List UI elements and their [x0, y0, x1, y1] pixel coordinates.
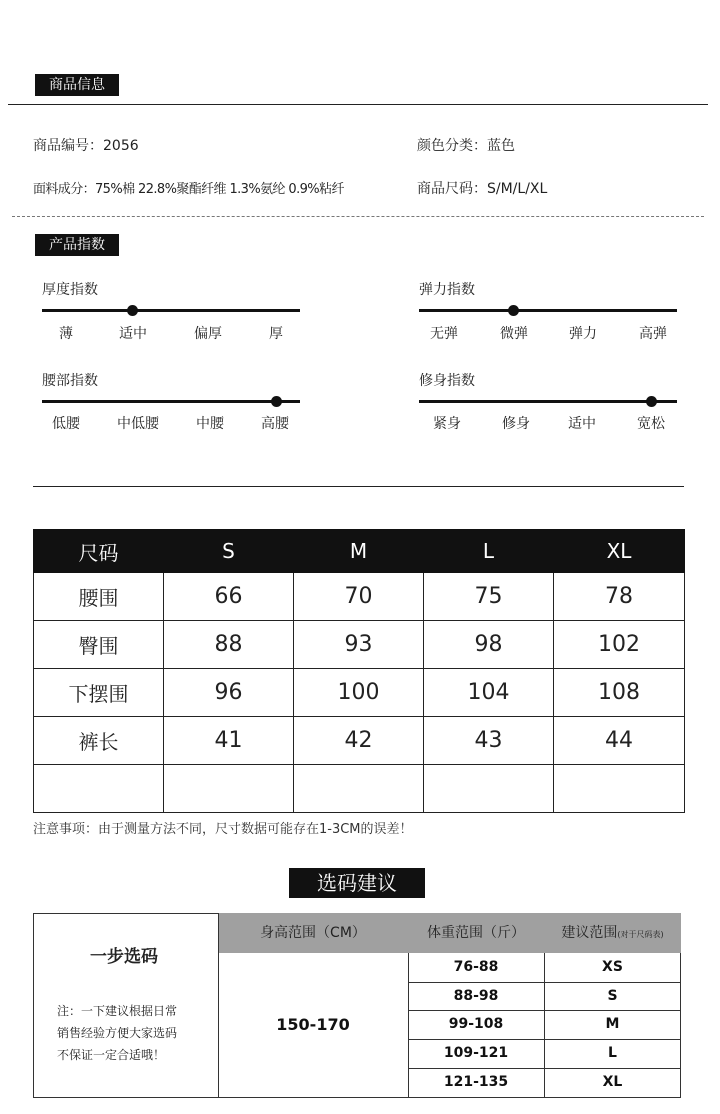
table-row — [34, 573, 685, 621]
table-cell — [164, 765, 294, 813]
scale-label: 高腰 — [261, 416, 289, 432]
table-row — [34, 717, 685, 765]
table-cell: 44 — [554, 717, 685, 765]
scale-label: 中低腰 — [117, 416, 159, 432]
table-cell — [294, 765, 424, 813]
one-step-title: 一步选码 — [90, 947, 158, 967]
suggested-size-cell: XS — [602, 959, 623, 975]
scale-label: 弹力 — [569, 326, 597, 342]
table-cell: 43 — [424, 717, 554, 765]
table-header-cell: XL — [554, 530, 685, 573]
scale-label: 微弹 — [500, 326, 528, 342]
table-header-cell: 尺码 — [34, 530, 164, 573]
scale-label: 中腰 — [196, 416, 224, 432]
grid-line — [218, 913, 219, 1098]
table-cell: 70 — [294, 573, 424, 621]
section-divider — [8, 104, 708, 105]
dashed-divider — [12, 216, 704, 217]
slim-index-title: 修身指数 — [419, 373, 475, 389]
thickness-scale-line — [42, 309, 300, 312]
table-cell: 104 — [424, 669, 554, 717]
table-cell: 96 — [164, 669, 294, 717]
suggested-size-cell: M — [605, 1016, 620, 1032]
table-row — [34, 621, 685, 669]
weight-range-cell: 76-88 — [453, 959, 499, 975]
product-code: 商品编号：2056 — [33, 138, 139, 154]
table-header-cell: M — [294, 530, 424, 573]
table-header-cell: L — [424, 530, 554, 573]
scale-label: 修身 — [502, 416, 530, 432]
table-cell: 42 — [294, 717, 424, 765]
grid-line — [408, 1039, 681, 1040]
table-cell: 41 — [164, 717, 294, 765]
table-cell: 102 — [554, 621, 685, 669]
table-row — [34, 669, 685, 717]
table-cell: 93 — [294, 621, 424, 669]
slim-scale-line — [419, 400, 677, 403]
suggest-range-header — [544, 913, 681, 953]
slim-scale-marker — [646, 396, 657, 407]
table-row-empty — [34, 765, 685, 813]
table-cell: 98 — [424, 621, 554, 669]
product-info-tag: 商品信息 — [35, 74, 119, 96]
table-cell: 78 — [554, 573, 685, 621]
measurement-note: 注意事项：由于测量方法不同，尺寸数据可能存在1-3CM的误差！ — [33, 822, 413, 837]
color-category: 颜色分类：蓝色 — [417, 138, 515, 154]
waist-index-title: 腰部指数 — [42, 373, 98, 389]
size-chart-table — [33, 529, 685, 813]
table-cell: 75 — [424, 573, 554, 621]
table-cell — [424, 765, 554, 813]
thickness-scale-marker — [127, 305, 138, 316]
scale-label: 无弹 — [430, 326, 458, 342]
suggest-range-note: (对于尺码表) — [617, 930, 664, 939]
waist-scale-line — [42, 400, 300, 403]
weight-range-cell: 99-108 — [448, 1016, 504, 1032]
product-sizes: 商品尺码：S/M/L/XL — [417, 181, 548, 197]
scale-label: 宽松 — [637, 416, 665, 432]
section-divider — [33, 486, 684, 487]
waist-scale-marker — [271, 396, 282, 407]
scale-label: 紧身 — [433, 416, 461, 432]
weight-range-cell: 88-98 — [453, 988, 499, 1004]
scale-label: 厚 — [269, 326, 283, 342]
grid-line — [408, 1010, 681, 1011]
scale-label: 低腰 — [52, 416, 80, 432]
row-header-cell: 臀围 — [34, 621, 164, 669]
table-cell: 66 — [164, 573, 294, 621]
table-cell: 100 — [294, 669, 424, 717]
scale-label: 高弹 — [639, 326, 667, 342]
selection-note-line: 不保证一定合适哦！ — [57, 1048, 166, 1062]
elasticity-scale-line — [419, 309, 677, 312]
grid-line — [408, 982, 681, 983]
height-range-header: 身高范围（CM） — [218, 913, 408, 953]
table-cell: 108 — [554, 669, 685, 717]
scale-label: 适中 — [119, 326, 147, 342]
suggested-size-cell: S — [607, 988, 618, 1004]
grid-line — [408, 1068, 681, 1069]
selection-note-line: 销售经验方便大家选码 — [57, 1026, 178, 1040]
row-header-cell: 裤长 — [34, 717, 164, 765]
table-header-row — [34, 530, 685, 573]
weight-range-cell: 109-121 — [443, 1045, 509, 1061]
weight-range-header: 体重范围（斤） — [408, 913, 544, 953]
suggested-size-cell: L — [608, 1045, 617, 1061]
row-header-cell: 腰围 — [34, 573, 164, 621]
height-range-value: 150-170 — [276, 1015, 350, 1034]
weight-range-cell: 121-135 — [443, 1074, 509, 1090]
table-cell — [34, 765, 164, 813]
elasticity-scale-marker — [508, 305, 519, 316]
table-header-cell: S — [164, 530, 294, 573]
selection-title: 选码建议 — [289, 868, 425, 898]
fabric-composition: 面料成分：75%棉 22.8%聚酯纤维 1.3%氨纶 0.9%粘纤 — [33, 182, 344, 197]
product-index-tag: 产品指数 — [35, 234, 119, 256]
elasticity-index-title: 弹力指数 — [419, 282, 475, 298]
selection-note-line: 注：一下建议根据日常 — [57, 1004, 178, 1018]
row-header-cell: 下摆围 — [34, 669, 164, 717]
table-cell: 88 — [164, 621, 294, 669]
table-cell — [554, 765, 685, 813]
scale-label: 适中 — [568, 416, 596, 432]
suggested-size-cell: XL — [602, 1074, 623, 1090]
thickness-index-title: 厚度指数 — [42, 282, 98, 298]
scale-label: 偏厚 — [194, 326, 222, 342]
suggest-range-label: 建议范围 — [561, 925, 618, 941]
scale-label: 薄 — [59, 326, 73, 342]
